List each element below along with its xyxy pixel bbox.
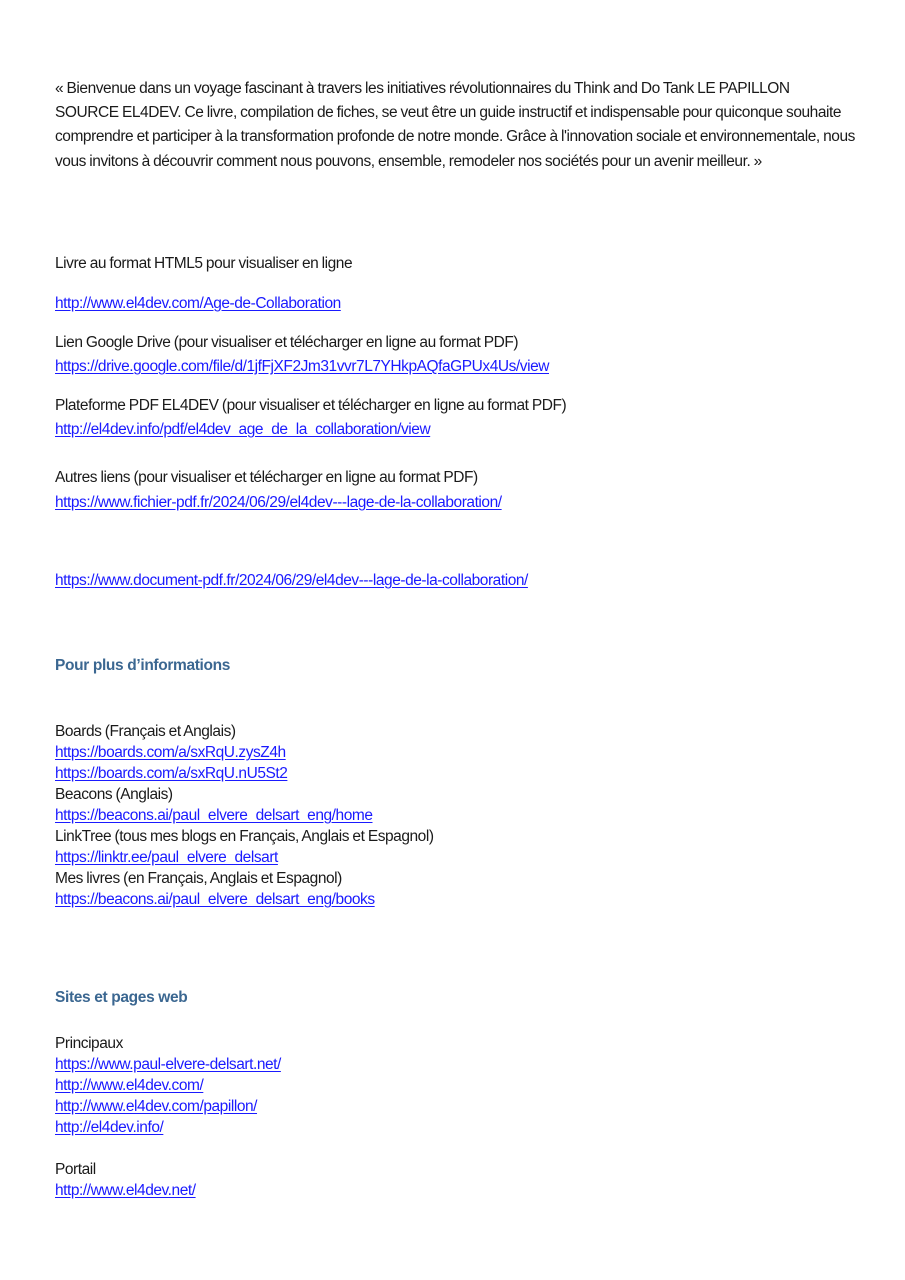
main-site-link-1[interactable]: https://www.paul-elvere-delsart.net/ [55, 1056, 281, 1073]
portal-link[interactable]: http://www.el4dev.net/ [55, 1182, 196, 1199]
gdrive-link[interactable]: https://drive.google.com/file/d/1jfFjXF2Jm31vvr7L7YHkpAQfaGPUx4Us/view [55, 358, 549, 375]
boards-link-2[interactable]: https://boards.com/a/sxRqU.nU5St2 [55, 765, 288, 782]
fichier-pdf-link[interactable]: https://www.fichier-pdf.fr/2024/06/29/el4dev---lage-de-la-collaboration/ [55, 494, 502, 511]
document-pdf-link[interactable]: https://www.document-pdf.fr/2024/06/29/el4dev---lage-de-la-collaboration/ [55, 572, 528, 589]
sites-heading: Sites et pages web [55, 989, 188, 1006]
linktree-link[interactable]: https://linktr.ee/paul_elvere_delsart [55, 849, 278, 866]
main-site-link-2[interactable]: http://www.el4dev.com/ [55, 1077, 204, 1094]
other-links-label: Autres liens (pour visualiser et télécharger en ligne au format PDF) [55, 469, 478, 486]
main-site-link-4[interactable]: http://el4dev.info/ [55, 1119, 164, 1136]
platform-link[interactable]: http://el4dev.info/pdf/el4dev_age_de_la_collaboration/view [55, 421, 431, 438]
platform-label: Plateforme PDF EL4DEV (pour visualiser et télécharger en ligne au format PDF) [55, 397, 567, 414]
beacons-link[interactable]: https://beacons.ai/paul_elvere_delsart_eng/home [55, 807, 373, 824]
main-site-link-3[interactable]: http://www.el4dev.com/papillon/ [55, 1098, 258, 1115]
books-label: Mes livres (en Français, Anglais et Espagnol) [55, 870, 342, 887]
portal-label: Portail [55, 1161, 96, 1178]
boards-label: Boards (Français et Anglais) [55, 723, 236, 740]
beacons-label: Beacons (Anglais) [55, 786, 173, 803]
info-heading: Pour plus d’informations [55, 657, 231, 674]
gdrive-label: Lien Google Drive (pour visualiser et télécharger en ligne au format PDF) [55, 334, 519, 351]
intro-paragraph: « Bienvenue dans un voyage fascinant à travers les initiatives révolutionnaires du Think and Do Tank LE PAPILLON SOURCE EL4DEV. Ce livre, compilation de fiches, se veut être un guide instructif et indispensable pour quiconque souhaite comprendre et participer à la transformation profonde de notre monde. Grâce à l'innovation sociale et environnementale, nous vous invitons à découvrir comment nous pouvons, ensemble, remodeler nos sociétés pour un avenir meilleur. » [55, 80, 855, 170]
boards-link-1[interactable]: https://boards.com/a/sxRqU.zysZ4h [55, 744, 286, 761]
books-link[interactable]: https://beacons.ai/paul_elvere_delsart_eng/books [55, 891, 375, 908]
html5-link[interactable]: http://www.el4dev.com/Age-de-Collaboration [55, 295, 341, 312]
main-sites-label: Principaux [55, 1035, 123, 1052]
linktree-label: LinkTree (tous mes blogs en Français, Anglais et Espagnol) [55, 828, 434, 845]
html5-label: Livre au format HTML5 pour visualiser en ligne [55, 255, 353, 272]
